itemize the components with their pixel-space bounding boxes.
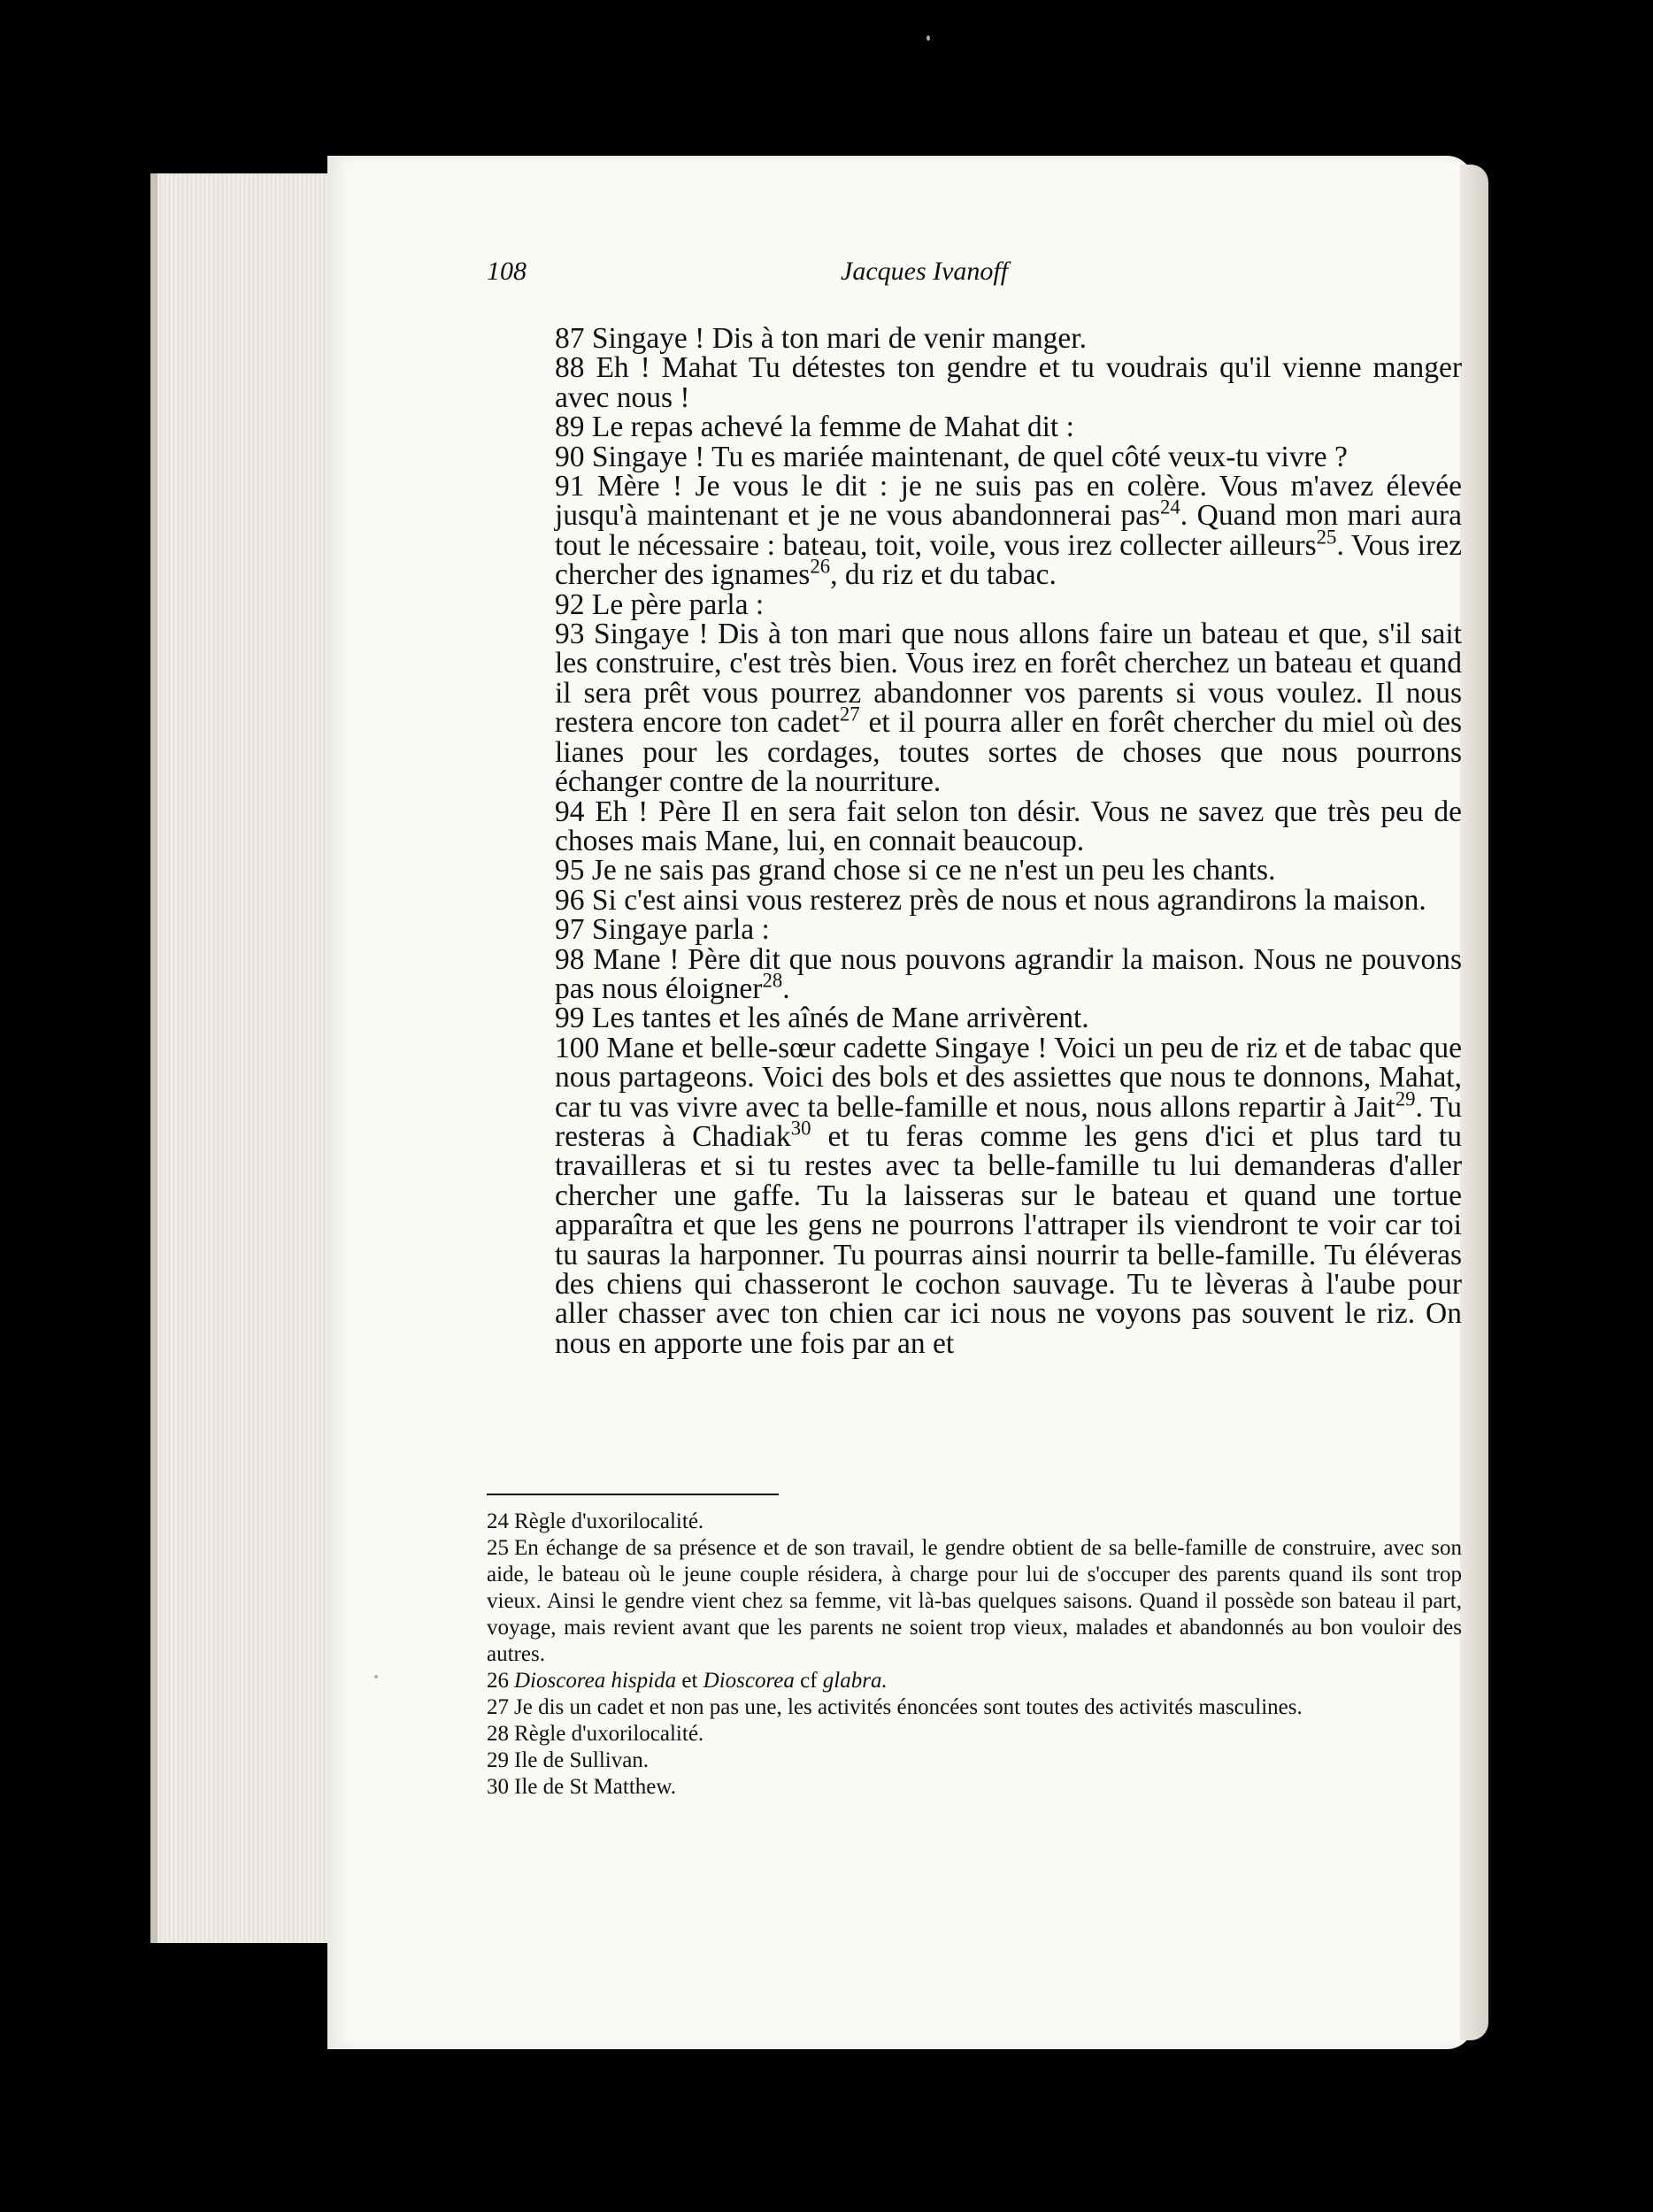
footnote-number: 25 xyxy=(487,1536,509,1560)
verse-paragraph xyxy=(555,1033,1462,1358)
text-run: Règle d'uxorilocalité. xyxy=(514,1722,704,1746)
footnote xyxy=(487,1721,1462,1747)
verse-paragraph xyxy=(555,618,1463,799)
footnote-number: 26 xyxy=(487,1669,509,1693)
text-run: Ile de St Matthew. xyxy=(514,1775,677,1799)
footnote-reference: 25 xyxy=(1316,526,1337,549)
running-header xyxy=(487,257,1460,292)
text-run: 98 Mane ! Père dit que nous pouvons agrandir la maison. Nous ne pouvons pas nous éloigner xyxy=(555,942,1462,1005)
running-head-author: Jacques Ivanoff xyxy=(841,257,1009,286)
text-run: Règle d'uxorilocalité. xyxy=(514,1509,704,1533)
footnote-reference: 29 xyxy=(1395,1087,1416,1110)
verse-paragraph: 99 Les tantes et les aînés de Mane arrivèrent. xyxy=(555,1002,1089,1035)
page-stack-edge xyxy=(150,173,334,1943)
verse-paragraph: 97 Singaye parla : xyxy=(555,913,770,947)
footnote xyxy=(487,1535,1462,1668)
dust-speck xyxy=(926,35,930,41)
text-run: Ile de Sullivan. xyxy=(514,1748,650,1772)
text-run: . Tu resteras à Chadiak xyxy=(555,1090,1462,1153)
footnote-reference: 24 xyxy=(1160,495,1180,518)
verse-paragraph: 96 Si c'est ainsi vous resterez près de nous et nous agrandirons la maison. xyxy=(555,883,1426,917)
footnote xyxy=(487,1747,1462,1774)
italic-text: glabra. xyxy=(822,1669,888,1693)
footnote-reference: 30 xyxy=(790,1117,811,1140)
text-run: et il pourra aller en forêt chercher du miel où des lianes pour les cordages, toutes sortes de choses que nous pourrons échanger contre de la nourriture. xyxy=(555,706,1463,799)
page-number: 108 xyxy=(487,257,527,286)
italic-text: Dioscorea xyxy=(703,1669,795,1693)
footnote-reference: 27 xyxy=(839,703,860,726)
verse-paragraph: 88 Eh ! Mahat Tu détestes ton gendre et tu voudrais qu'il vienne manger avec nous ! xyxy=(555,351,1462,414)
text-run: , du riz et du tabac. xyxy=(830,558,1057,592)
verse-paragraph: 87 Singaye ! Dis à ton mari de venir manger. xyxy=(555,322,1087,355)
text-run: 91 Mère ! Je vous le dit : je ne suis pas en colère. Vous m'avez élevée jusqu'à maintenant et je ne vous abandonnerai pas xyxy=(555,470,1462,533)
footnote-number: 28 xyxy=(487,1722,509,1746)
footnote-rule xyxy=(487,1494,779,1495)
verse-paragraph: 90 Singaye ! Tu es mariée maintenant, de quel côté veux-tu vivre ? xyxy=(555,440,1348,473)
verse-paragraph: 92 Le père parla : xyxy=(555,588,765,621)
text-run: . xyxy=(782,972,790,1005)
footnote-number: 24 xyxy=(487,1509,509,1533)
text-run: et xyxy=(676,1669,703,1693)
footnote-number: 29 xyxy=(487,1748,509,1772)
footnote-number: 27 xyxy=(487,1695,509,1719)
footnote xyxy=(487,1694,1462,1721)
page-right-edge xyxy=(1460,165,1488,2040)
verse-paragraph xyxy=(555,472,1462,590)
footnote xyxy=(487,1774,1462,1801)
text-run: En échange de sa présence et de son travail, le gendre obtient de sa belle-famille de construire, avec son aide, le bateau où le jeune couple résidera, à charge pour lui de s'occuper des parents quand ils sont trop vieux. Ainsi le gendre vient chez sa femme, vit là-bas quelques saisons. Quand il possède son bateau il part, voyage, mais revient avant que les parents ne soient trop vieux, malades et abandonnés au bon vouloir des autres. xyxy=(487,1536,1462,1666)
footnote xyxy=(487,1509,1462,1535)
text-run: 100 Mane et belle-sœur cadette Singaye ! Voici un peu de riz et de tabac que nous partageons. Voici des bols et des assiettes que nous te donnons, Mahat, car tu vas vivre avec ta belle-famille et nous, nous allons repartir à Jait xyxy=(555,1031,1462,1124)
text-run: et tu feras comme les gens d'ici et plus tard tu travailleras et si tu restes avec ta belle-famille tu lui demanderas d'aller chercher une gaffe. Tu la laisseras sur le bateau et quand une tortue apparaîtra et que les gens ne pourrons l'attraper ils viendront te voir car toi tu sauras la harponner. Tu pourras ainsi nourrir ta belle-famille. Tu éléveras des chiens qui chasseront le cochon sauvage. Tu te lèveras à l'aube pour aller chasser avec ton chien car ici nous ne voyons pas souvent le riz. On nous en apporte une fois par an et xyxy=(555,1119,1462,1360)
text-run: Je dis un cadet et non pas une, les activités énoncées sont toutes des activités masculines. xyxy=(514,1695,1303,1719)
footnote xyxy=(487,1668,1462,1694)
text-run: 93 Singaye ! Dis à ton mari que nous allons faire un bateau et que, s'il sait les construire, c'est très bien. Vous irez en forêt cherchez un bateau et quand il sera prêt vous pourrez abandonner vos parents si vous voulez. Il nous restera encore ton cadet xyxy=(555,618,1462,740)
footnotes xyxy=(487,1509,1462,1801)
footnote-reference: 26 xyxy=(810,555,831,578)
text-run: . Quand mon mari aura tout le nécessaire : bateau, toit, voile, vous irez collecter ailleurs xyxy=(555,499,1462,562)
verse-paragraph: 95 Je ne sais pas grand chose si ce ne n'est un peu les chants. xyxy=(555,854,1276,887)
dust-speck xyxy=(374,1675,378,1678)
footnote-number: 30 xyxy=(487,1775,509,1799)
italic-text: Dioscorea hispida xyxy=(514,1669,677,1693)
text-run: . Vous irez chercher des ignames xyxy=(555,528,1462,592)
verse-paragraph xyxy=(555,942,1462,1005)
verse-paragraph: 89 Le repas achevé la femme de Mahat dit : xyxy=(555,411,1074,444)
verse-paragraph: 94 Eh ! Père Il en sera fait selon ton désir. Vous ne savez que très peu de choses mais Mane, lui, en connait beaucoup. xyxy=(555,795,1462,857)
footnote-reference: 28 xyxy=(762,969,783,992)
text-run: cf xyxy=(794,1669,823,1693)
body-text xyxy=(555,324,1462,1358)
